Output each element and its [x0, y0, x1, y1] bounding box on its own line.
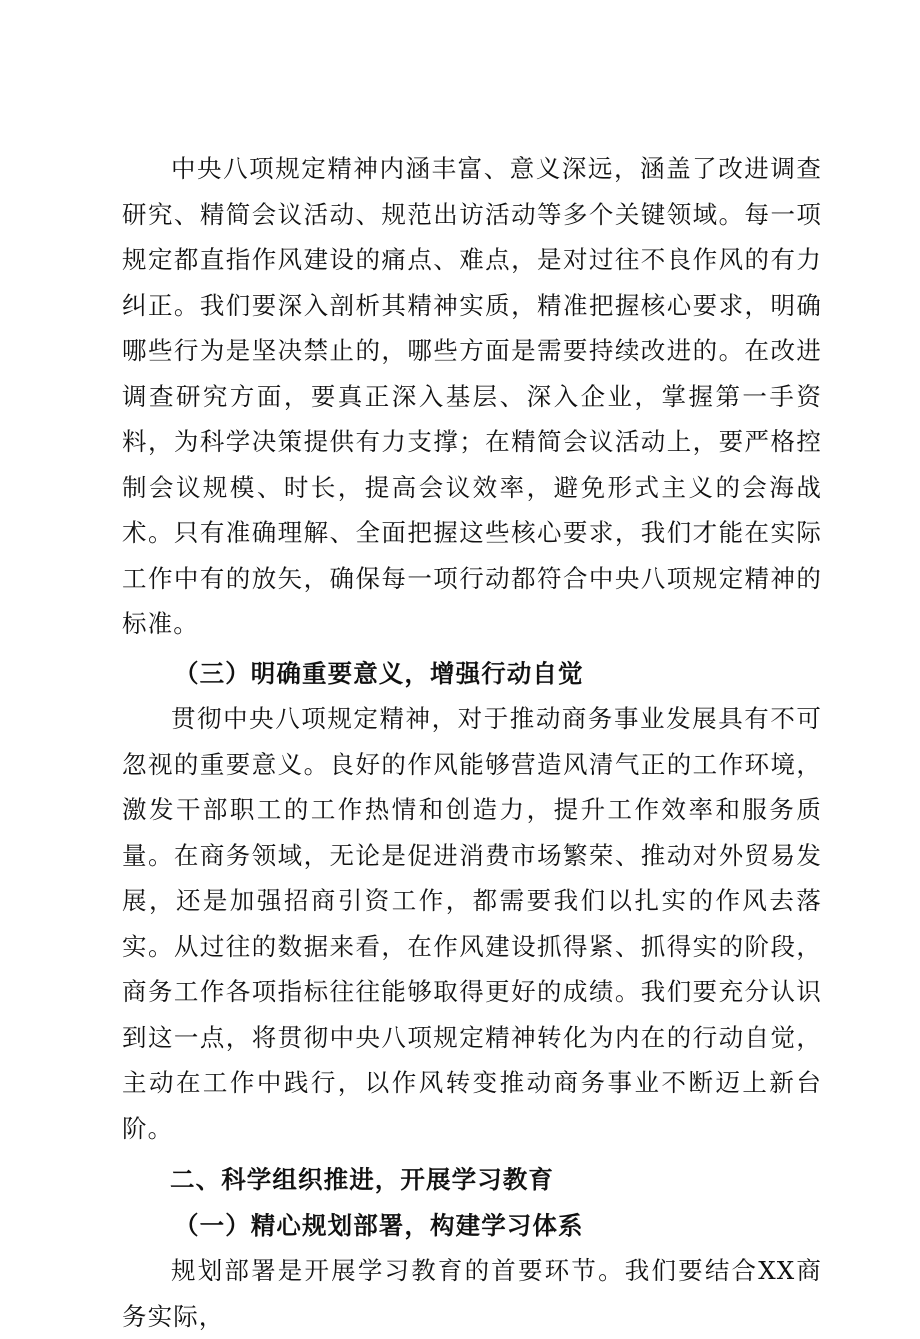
subheading-importance: （三）明确重要意义，增强行动自觉 [174, 658, 584, 688]
section-heading-study-education: 二、科学组织推进，开展学习教育 [170, 1165, 554, 1194]
paragraph-eight-rules-connotation: 中央八项规定精神内涵丰富、意义深远，涵盖了改进调查研究、精简会议活动、规范出访活动等多个关键领域。每一项规定都直指作风建设的痛点、难点，是对过往不良作风的有力纠正。我们要深入剖析其精神实质，精准把握核心要求，明确哪些行为是坚决禁止的，哪些方面是需要持续改进的。在改进调查研究方面，要真正深入基层、深入企业，掌握第一手资料，为科学决策提供有力支撑；在精简会议活动上，要严格控制会议规模、时长，提高会议效率，避免形式主义的会海战术。只有准确理解、全面把握这些核心要求，我们才能在实际工作中有的放矢，确保每一项行动都符合中央八项规定精神的标准。 [122, 154, 822, 638]
paragraph-importance: 贯彻中央八项规定精神，对于推动商务事业发展具有不可忽视的重要意义。良好的作风能够营造风清气正的工作环境，激发干部职工的工作热情和创造力，提升工作效率和服务质量。在商务领域，无论是促进消费市场繁荣、推动对外贸易发展，还是加强招商引资工作，都需要我们以扎实的作风去落实。从过往的数据来看，在作风建设抓得紧、抓得实的阶段，商务工作各项指标往往能够取得更好的成绩。我们要充分认识到这一点，将贯彻中央八项规定精神转化为内在的行动自觉，主动在工作中践行，以作风转变推动商务事业不断迈上新台阶。 [122, 704, 822, 1143]
document-body [122, 146, 822, 1339]
subheading-planning: （一）精心规划部署，构建学习体系 [174, 1210, 584, 1240]
paragraph-planning: 规划部署是开展学习教育的首要环节。我们要结合XX商务实际， [122, 1256, 822, 1331]
